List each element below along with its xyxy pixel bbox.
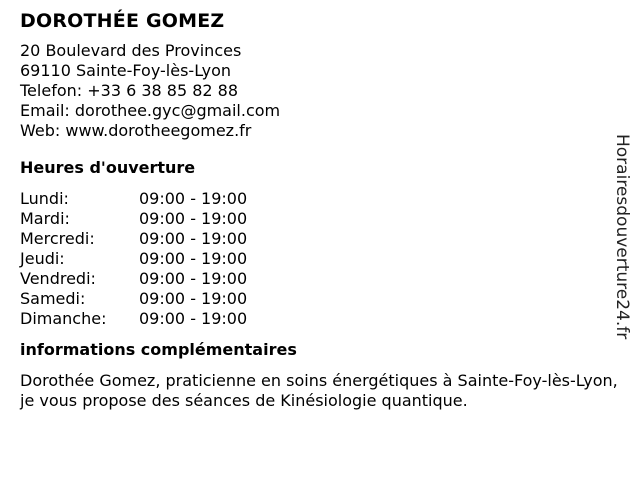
hours-time: 09:00 - 19:00 — [139, 309, 248, 328]
hours-row — [20, 209, 610, 229]
opening-hours-table — [20, 189, 610, 329]
phone-line: Telefon: +33 6 38 85 82 88 — [20, 81, 239, 100]
business-card — [20, 0, 618, 411]
hours-row — [20, 289, 610, 309]
hours-time: 09:00 - 19:00 — [139, 229, 248, 248]
hours-time: 09:00 - 19:00 — [139, 249, 248, 268]
hours-row — [20, 249, 610, 269]
additional-info-text: Dorothée Gomez, praticienne en soins énergétiques à Sainte-Foy-lès-Lyon, je vous propose des séances de Kinésiologie quantique. — [20, 371, 618, 410]
hours-day: Lundi: — [20, 189, 69, 208]
hours-time: 09:00 - 19:00 — [139, 269, 248, 288]
hours-row — [20, 189, 610, 209]
opening-hours-heading: Heures d'ouverture — [20, 158, 196, 177]
hours-time: 09:00 - 19:00 — [139, 189, 248, 208]
hours-day: Samedi: — [20, 289, 86, 308]
hours-row — [20, 269, 610, 289]
address-line-2: 69110 Sainte-Foy-lès-Lyon — [20, 61, 232, 80]
additional-info-heading: informations complémentaires — [20, 340, 297, 359]
hours-day: Jeudi: — [20, 249, 65, 268]
business-name: DOROTHÉE GOMEZ — [20, 10, 225, 32]
contact-block — [20, 41, 610, 141]
hours-day: Vendredi: — [20, 269, 96, 288]
hours-time: 09:00 - 19:00 — [139, 209, 248, 228]
email-line: Email: dorothee.gyc@gmail.com — [20, 101, 281, 120]
hours-row — [20, 309, 610, 329]
web-line: Web: www.dorotheegomez.fr — [20, 121, 252, 140]
hours-row — [20, 229, 610, 249]
address-line-1: 20 Boulevard des Provinces — [20, 41, 242, 60]
hours-day: Dimanche: — [20, 309, 107, 328]
hours-day: Mardi: — [20, 209, 70, 228]
hours-day: Mercredi: — [20, 229, 95, 248]
hours-time: 09:00 - 19:00 — [139, 289, 248, 308]
site-watermark: Horairesdouverture24.fr — [612, 134, 632, 340]
